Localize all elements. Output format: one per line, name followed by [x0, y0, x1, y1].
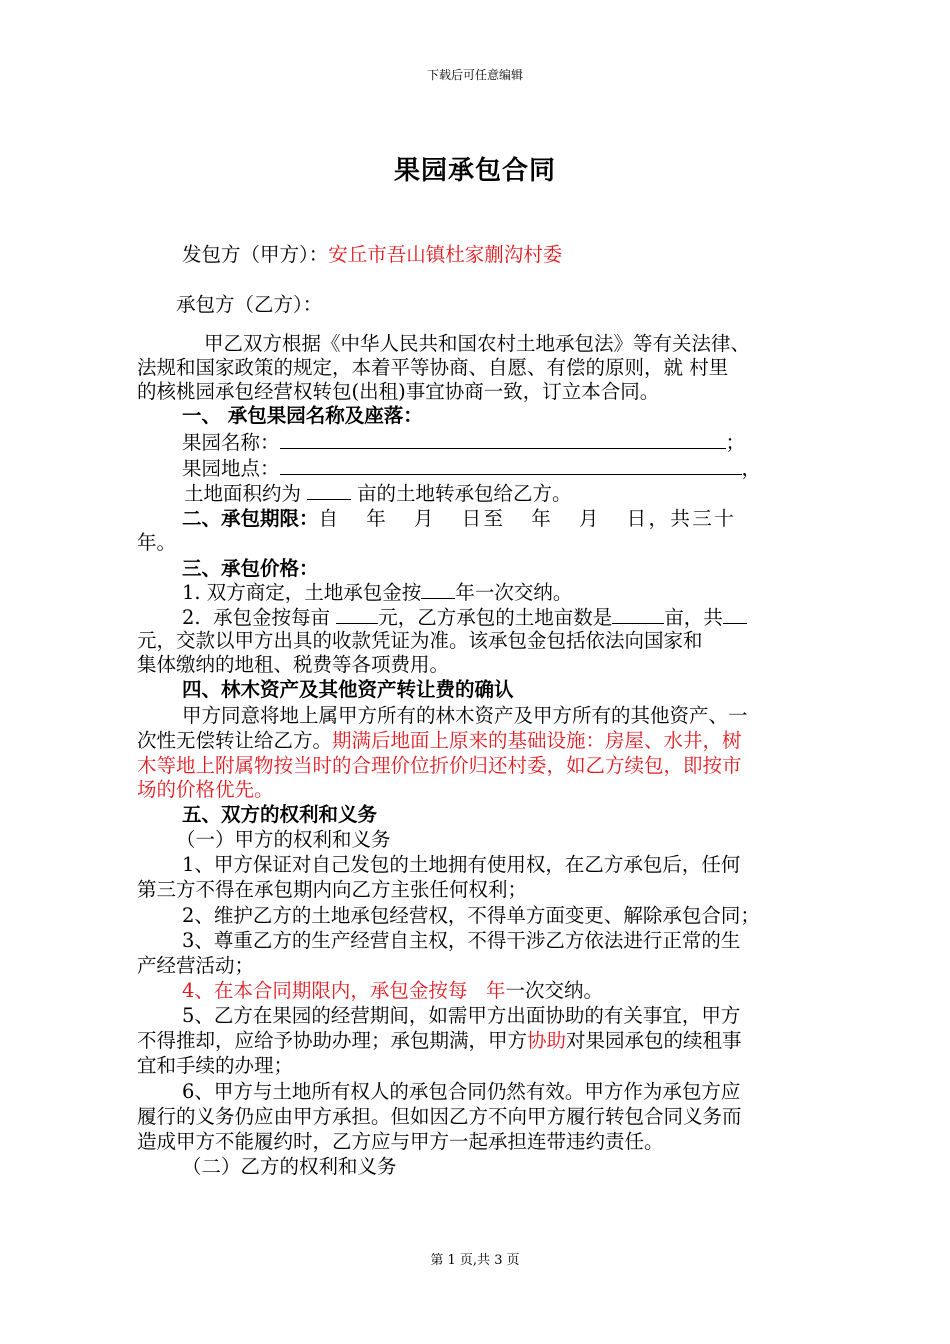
page-header: 下载后可任意编辑 [426, 68, 523, 82]
party-b-label: 承包方（乙方）： [176, 293, 323, 316]
party-a-rights-heading: （一）甲方的权利和义务 [176, 828, 391, 851]
section-3-heading: 三、承包价格： [182, 557, 319, 580]
intro-line-1: 甲乙双方根据《中华人民共和国农村土地承包法》等有关法律、 [204, 332, 751, 355]
orchard-location-line: 果园地点： ， [182, 457, 762, 480]
land-area-blank[interactable] [307, 481, 351, 500]
price-item-2: 2. 承包金按每亩 元，乙方承包的土地亩数是 亩，共 [182, 605, 747, 630]
intro-line-3: 的核桃园承包经营权转包(出租)事宜协商一致，订立本合同。 [137, 380, 660, 403]
a-item-1-line-1: 1、甲方保证对自己发包的土地拥有使用权，在乙方承包后，任何 [182, 853, 741, 876]
party-b-rights-heading: （二）乙方的权利和义务 [182, 1155, 397, 1178]
page-footer: 第 1 页,共 3 页 [430, 1253, 520, 1268]
intro-line-2: 法规和国家政策的规定，本着平等协商、自愿、有偿的原则，就 村里 [137, 356, 729, 379]
section-4-line-3: 木等地上附属物按当时的合理价位折价归还村委，如乙方续包，即按市 [137, 754, 742, 777]
section-4-heading: 四、林木资产及其他资产转让费的确认 [182, 678, 514, 701]
a-item-2: 2、维护乙方的土地承包经营权，不得单方面变更、解除承包合同； [182, 904, 760, 927]
section-5-heading: 五、双方的权利和义务 [182, 803, 378, 826]
land-area-line: 土地面积约为 亩的土地转承包给乙方。 [184, 482, 572, 505]
section-1-heading: 一、 承包果园名称及座落： [182, 404, 423, 427]
total-blank[interactable] [723, 605, 747, 624]
section-2-line [182, 507, 816, 531]
document-title: 果园承包合同 [393, 156, 556, 186]
price-item-1: 1. 双方商定，土地承包金按 年一次交纳。 [182, 581, 573, 604]
orchard-name-line: 果园名称： ； [182, 431, 746, 454]
section-2-heading: 二、承包期限： [182, 507, 319, 530]
a-item-5-line-1: 5、乙方在果园的经营期间，如需甲方出面协助的有关事宜，甲方 [182, 1004, 741, 1027]
price-per-mu-blank[interactable] [336, 605, 378, 624]
section-4-line-2: 次性无偿转让给乙方。期满后地面上原来的基础设施：房屋、水井，树 [137, 729, 742, 752]
price-item-2-line-2: 元，交款以甲方出具的收款凭证为准。该承包金包括依法向国家和 [137, 629, 703, 652]
section-4-line-1: 甲方同意将地上属甲方所有的林木资产及甲方所有的其他资产、一 [182, 704, 748, 727]
a-item-6-line-3: 造成甲方不能履约时，乙方应与甲方一起承担连带违约责任。 [137, 1130, 664, 1153]
orchard-location-label: 果园地点： [182, 457, 280, 480]
orchard-name-label: 果园名称： [182, 431, 280, 454]
price-item-2-line-3: 集体缴纳的地租、税费等各项费用。 [137, 653, 450, 676]
a-item-3-line-1: 3、尊重乙方的生产经营自主权，不得干涉乙方依法进行正常的生 [182, 929, 741, 952]
a-item-4: 4、在本合同期限内，承包金按每 年一次交纳。 [182, 979, 604, 1002]
section-2-cont: 年。 [137, 531, 177, 554]
section-4-line-4: 场的价格优先。 [137, 778, 274, 801]
a-item-3-line-2: 产经营活动； [137, 954, 255, 977]
orchard-location-blank[interactable] [280, 456, 742, 475]
party-a-name: 安丘市吾山镇杜家蒯沟村委 [328, 243, 563, 266]
section-2-text: 自 年 月 日至 年 月 日，共三十 [318, 507, 737, 530]
party-a-line [182, 243, 562, 267]
mu-count-blank[interactable] [612, 605, 664, 624]
a-item-5-line-2: 不得推却，应给予协助办理；承包期满，甲方协助对果园承包的续租事 [137, 1029, 742, 1052]
a-item-1-line-2: 第三方不得在承包期内向乙方主张任何权利； [137, 878, 528, 901]
a-item-5-line-3: 宜和手续的办理； [137, 1054, 294, 1077]
a-item-6-line-2: 履行的义务仍应由甲方承担。但如因乙方不向甲方履行转包合同义务而 [137, 1105, 742, 1128]
pay-years-blank[interactable] [421, 580, 455, 599]
orchard-name-blank[interactable] [280, 430, 726, 449]
party-a-label: 发包方（甲方）： [182, 243, 329, 266]
a-item-6-line-1: 6、甲方与土地所有权人的承包合同仍然有效。甲方作为承包方应 [182, 1080, 741, 1103]
